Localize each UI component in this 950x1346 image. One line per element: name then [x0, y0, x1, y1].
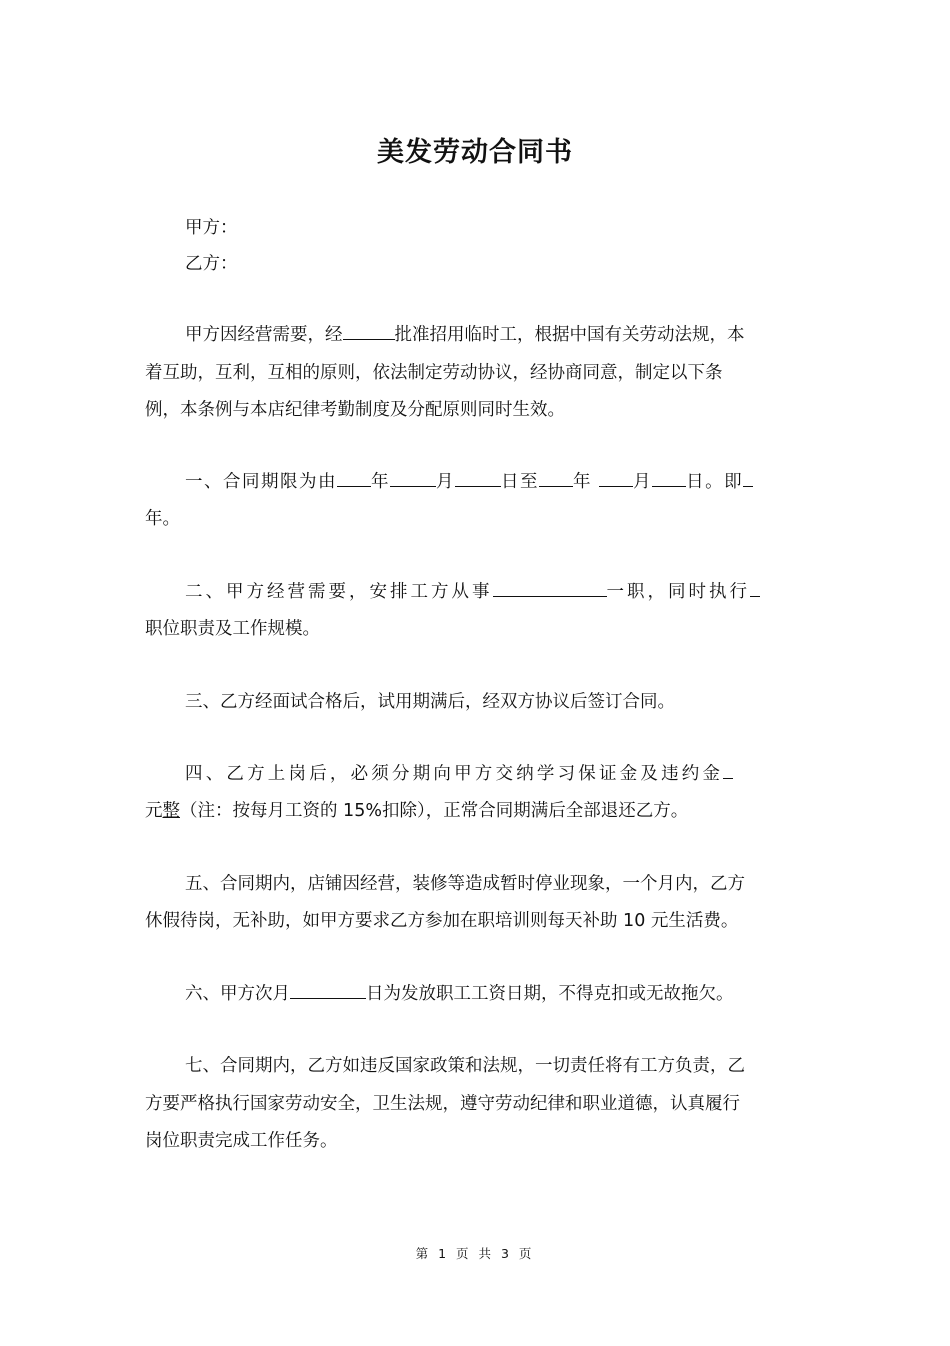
clause-2-line-2: 职位职责及工作规模。 [145, 619, 320, 639]
clause-1-line-1: 一、合同期限为由 年 月 日至 年 月 日。即 [145, 464, 810, 500]
intro-line-3: 例，本条例与本店纪律考勤制度及分配原则同时生效。 [145, 400, 565, 420]
clause-5-line-2: 休假待岗，无补助，如甲方要求乙方参加在职培训则每天补助 10 元生活费。 [145, 911, 739, 931]
intro-line-1: 甲方因经营需要，经 批准招用临时工，根据中国有关劳动法规，本 [145, 317, 810, 353]
clause-3: 三、乙方经面试合格后，试用期满后，经双方协议后签订合同。 [185, 692, 675, 712]
clause-7-line-1: 七、合同期内，乙方如违反国家政策和法规，一切责任将有工方负责，乙 [185, 1056, 745, 1076]
party-b-label: 乙方： [185, 254, 238, 274]
clause-5-line-1: 五、合同期内，店铺因经营，装修等造成暂时停业现象，一个月内，乙方 [185, 874, 745, 894]
clause-7-line-2: 方要严格执行国家劳动安全，卫生法规，遵守劳动纪律和职业道德，认真履行 [145, 1094, 740, 1114]
party-a-label: 甲方： [185, 218, 238, 238]
clause-1-line-2: 年。 [145, 509, 180, 529]
clause-4-line-2: 元整（注：按每月工资的 15%扣除），正常合同期满后全部退还乙方。 [145, 801, 689, 821]
page-footer: 第 1 页 共 3 页 [415, 1246, 535, 1261]
document-title: 美发劳动合同书 [377, 137, 573, 168]
clause-6: 六、甲方次月 日为发放职工工资日期，不得克扣或无故拖欠。 [145, 976, 810, 1012]
intro-line-2: 着互助，互利，互相的原则，依法制定劳动协议，经协商同意，制定以下条 [145, 363, 723, 383]
clause-7-line-3: 岗位职责完成工作任务。 [145, 1131, 338, 1151]
clause-2-line-1: 二、甲方经营需要，安排工方从事 一职，同时执行 [145, 574, 810, 610]
clause-4-line-1: 四、乙方上岗后，必须分期向甲方交纳学习保证金及违约金 [145, 756, 810, 792]
blank-approval [343, 317, 395, 340]
